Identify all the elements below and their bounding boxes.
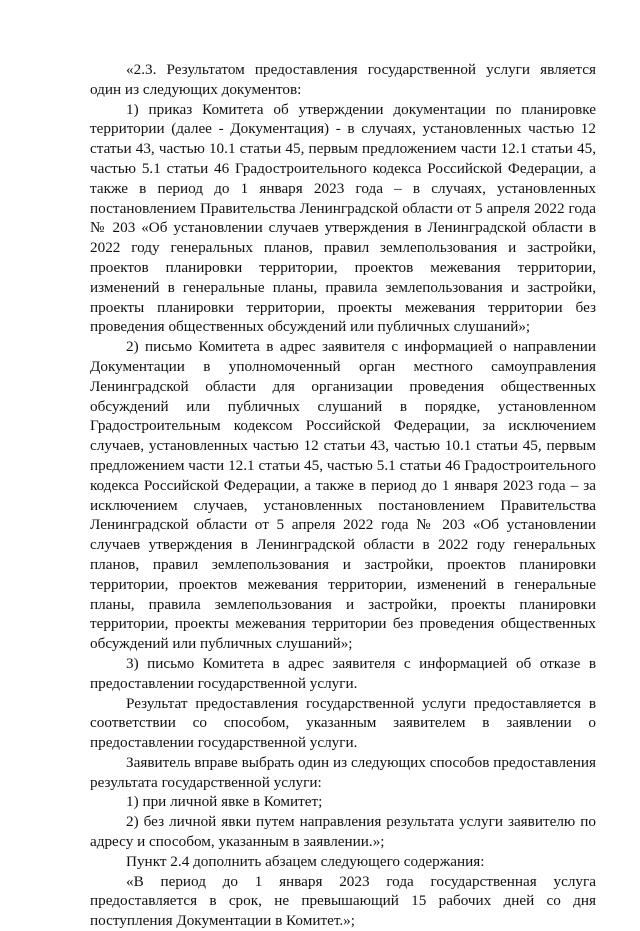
- paragraph-applicant-choice: Заявитель вправе выбрать один из следующих способов предоставления результата государственной услуги:: [90, 753, 596, 791]
- paragraph-result-method: Результат предоставления государственной услуги предоставляется в соответствии со способом, указанным заявителем в заявлении о предоставлении государственной услуги.: [90, 694, 596, 752]
- paragraph-option-remote: 2) без личной явки путем направления результата услуги заявителю по адресу и способом, указанным в заявлении.»;: [90, 813, 596, 851]
- paragraph-deadline: «В период до 1 января 2023 года государственная услуга предоставляется в срок, не превышающий 15 рабочих дней со дня поступления Документации в Комитет.»;: [90, 872, 596, 930]
- paragraph-amend-2-4: Пункт 2.4 дополнить абзацем следующего содержания:: [126, 852, 485, 870]
- document-page: [90, 60, 596, 931]
- paragraph-item-3-letter-refusal: 3) письмо Комитета в адрес заявителя с информацией об отказе в предоставлении государственной услуги.: [90, 654, 596, 692]
- paragraph-item-1-order: 1) приказ Комитета об утверждении документации по планировке территории (далее - Документация) - в случаях, установленных частью 12 статьи 43, частью 10.1 статьи 45, первым предложением части 12.1 статьи 45, частью 5.1 статьи 46 Градостроительного кодекса Российской Федерации, а также в период до 1 января 2023 года – в случаях, установленных постановлением Правительства Ленинградской области от 5 апреля 2022 года № 203 «Об установлении случаев утверждения в Ленинградской области в 2022 году генеральных планов, правил землепользования и застройки, проектов планировки территории, проектов межевания территории, изменений в генеральные планы, правила землепользования и застройки, проекты планировки территории, проекты межевания территории без проведения общественных обсуждений или публичных слушаний»;: [90, 100, 596, 336]
- paragraph-2-3-intro: «2.3. Результатом предоставления государственной услуги является один из следующих документов:: [90, 61, 596, 98]
- paragraph-item-2-letter-public-hearings: 2) письмо Комитета в адрес заявителя с информацией о направлении Документации в уполномоченный орган местного самоуправления Ленинградской области для организации проведения общественных обсуждений или публичных слушаний в порядке, установленном Градостроительным кодексом Российской Федерации, за исключением случаев, установленных частью 12 статьи 43, частью 10.1 статьи 45, первым предложением части 12.1 статьи 45, частью 5.1 статьи 46 Градостроительного кодекса Российской Федерации, а также в период до 1 января 2023 года – за исключением случаев, установленных постановлением Правительства Ленинградской области от 5 апреля 2022 года № 203 «Об установлении случаев утверждения в Ленинградской области в 2022 году генеральных планов, правил землепользования и застройки, проектов планировки территории, проектов межевания территории, изменений в генеральные планы, правила землепользования и застройки, проекты планировки территории, проекты межевания территории без проведения общественных обсуждений или публичных слушаний»;: [90, 338, 596, 653]
- paragraph-option-personal: 1) при личной явке в Комитет;: [126, 793, 323, 811]
